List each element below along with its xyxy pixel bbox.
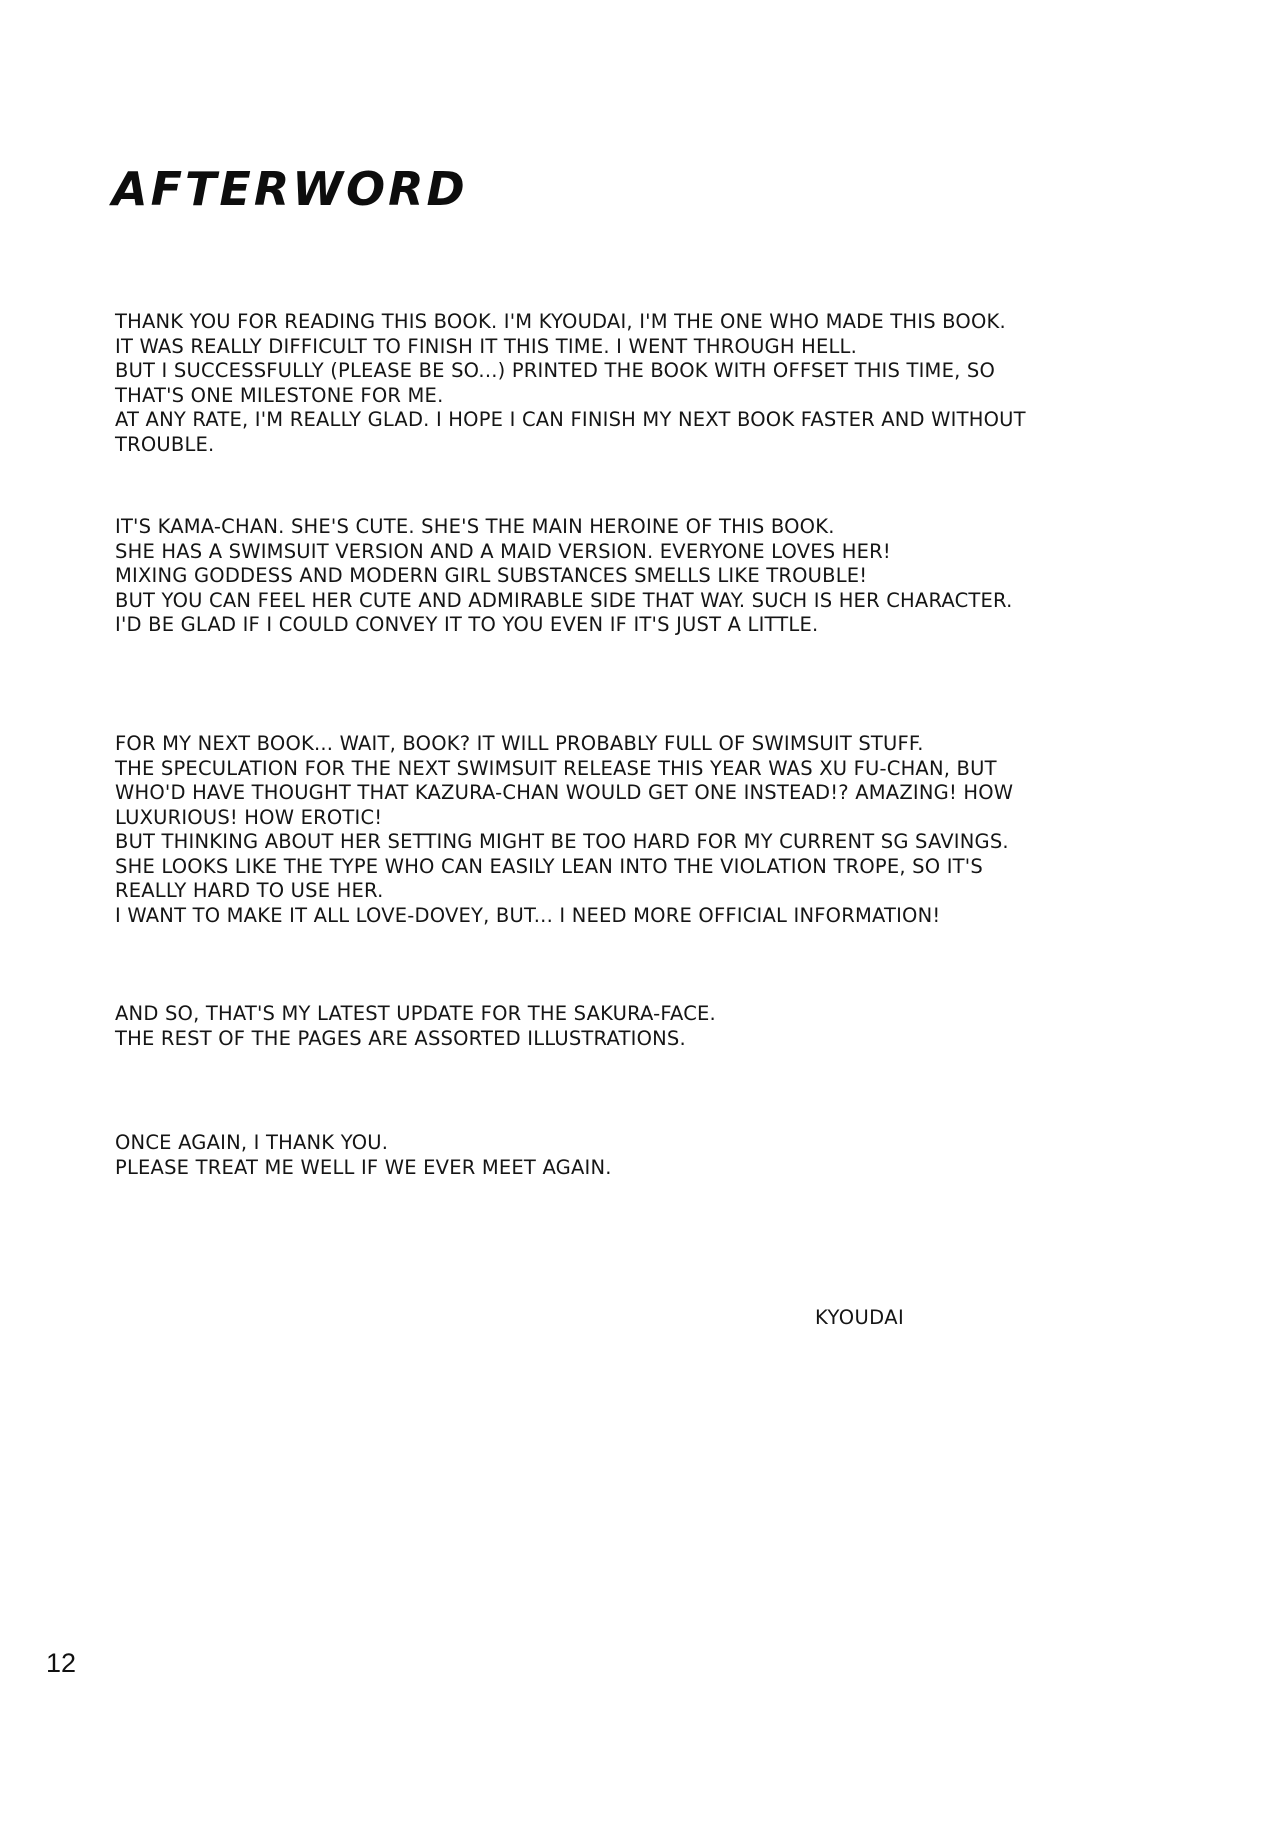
text-line: ONCE AGAIN, I THANK YOU. (115, 1131, 389, 1154)
text-line: BUT I SUCCESSFULLY (PLEASE BE SO...) PRINTED THE BOOK WITH OFFSET THIS TIME, SO (115, 359, 996, 382)
text-line: AT ANY RATE, I'M REALLY GLAD. I HOPE I CAN FINISH MY NEXT BOOK FASTER AND WITHOUT (115, 408, 1026, 431)
paragraph-closing (115, 1131, 1205, 1180)
text-line: I'D BE GLAD IF I COULD CONVEY IT TO YOU EVEN IF IT'S JUST A LITTLE. (115, 613, 819, 636)
text-line: FOR MY NEXT BOOK... WAIT, BOOK? IT WILL PROBABLY FULL OF SWIMSUIT STUFF. (115, 732, 924, 755)
text-line: I WANT TO MAKE IT ALL LOVE-DOVEY, BUT... I NEED MORE OFFICIAL INFORMATION! (115, 903, 941, 927)
paragraph-heroine (115, 515, 1205, 638)
text-line: LUXURIOUS! HOW EROTIC! (115, 805, 383, 829)
text-line: THANK YOU FOR READING THIS BOOK. I'M KYOUDAI, I'M THE ONE WHO MADE THIS BOOK. (115, 310, 1006, 333)
text-line: BUT YOU CAN FEEL HER CUTE AND ADMIRABLE SIDE THAT WAY. SUCH IS HER CHARACTER. (115, 588, 1013, 612)
text-line: WHO'D HAVE THOUGHT THAT KAZURA-CHAN WOULD GET ONE INSTEAD!? AMAZING! HOW (115, 781, 1014, 804)
text-line: REALLY HARD TO USE HER. (115, 879, 384, 902)
text-line: TROUBLE. (115, 432, 215, 456)
paragraph-next-book (115, 732, 1205, 928)
page-number: 12 (46, 1648, 77, 1678)
text-line: IT WAS REALLY DIFFICULT TO FINISH IT THIS TIME. I WENT THROUGH HELL. (115, 334, 858, 358)
text-line: IT'S KAMA-CHAN. SHE'S CUTE. SHE'S THE MAIN HEROINE OF THIS BOOK. (115, 515, 835, 538)
paragraph-thanks (115, 310, 1205, 457)
page-title: AFTERWORD (112, 162, 468, 216)
text-line: SHE HAS A SWIMSUIT VERSION AND A MAID VERSION. EVERYONE LOVES HER! (115, 539, 891, 563)
text-line: BUT THINKING ABOUT HER SETTING MIGHT BE TOO HARD FOR MY CURRENT SG SAVINGS. (115, 830, 1009, 853)
text-line: PLEASE TREAT ME WELL IF WE EVER MEET AGAIN. (115, 1155, 612, 1179)
author-signature: KYOUDAI (815, 1306, 905, 1329)
text-line: SHE LOOKS LIKE THE TYPE WHO CAN EASILY LEAN INTO THE VIOLATION TROPE, SO IT'S (115, 854, 983, 878)
text-line: THAT'S ONE MILESTONE FOR ME. (115, 383, 444, 407)
text-line: THE SPECULATION FOR THE NEXT SWIMSUIT RELEASE THIS YEAR WAS XU FU-CHAN, BUT (115, 756, 997, 780)
text-line: MIXING GODDESS AND MODERN GIRL SUBSTANCES SMELLS LIKE TROUBLE! (115, 564, 868, 587)
text-line: THE REST OF THE PAGES ARE ASSORTED ILLUSTRATIONS. (115, 1026, 686, 1050)
paragraph-update (115, 1002, 1205, 1051)
text-line: AND SO, THAT'S MY LATEST UPDATE FOR THE SAKURA-FACE. (115, 1002, 716, 1025)
